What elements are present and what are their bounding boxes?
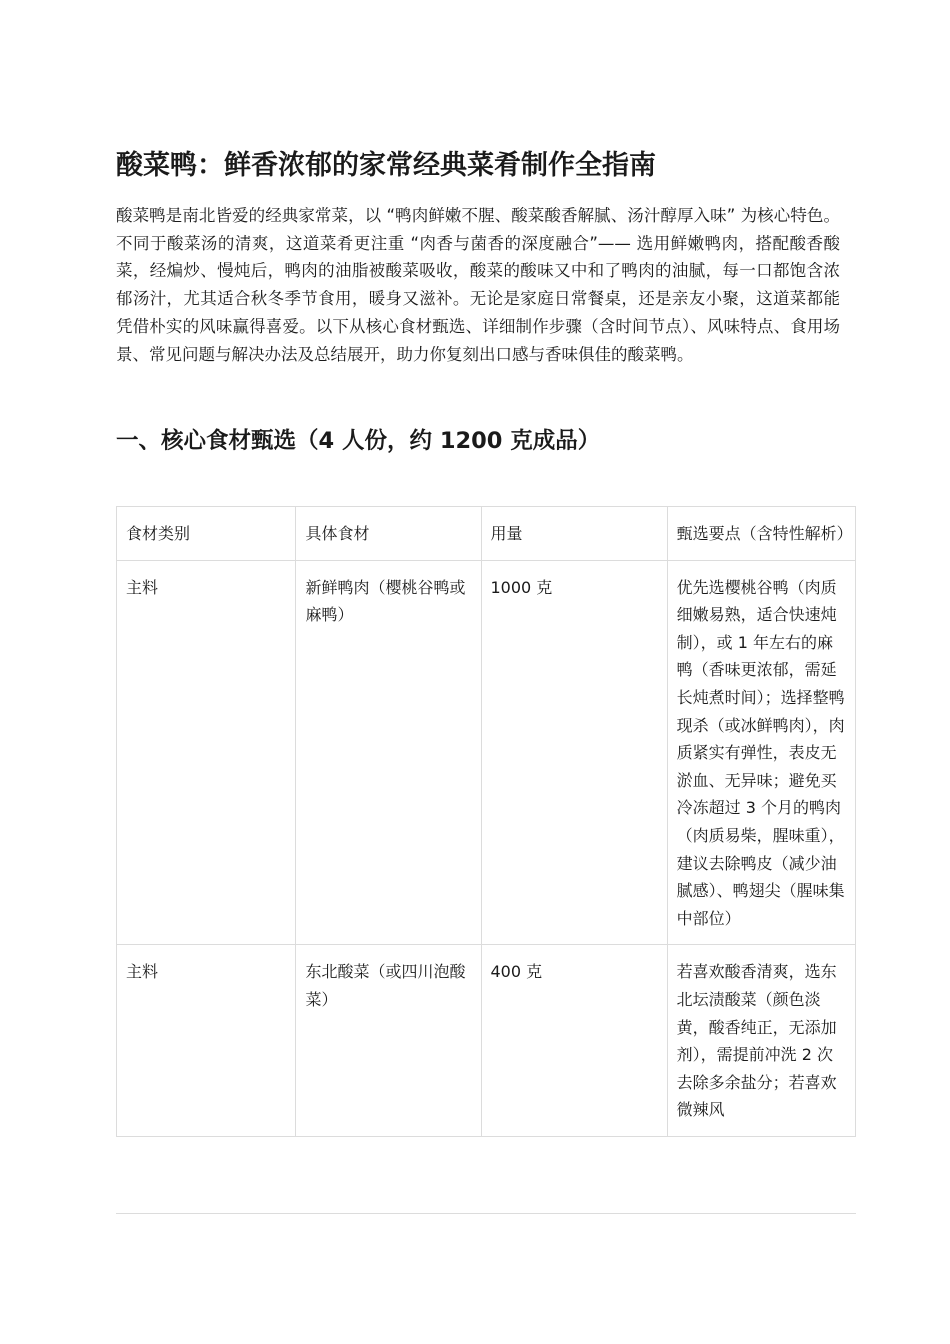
table-cell-amount: 1000 克	[481, 560, 667, 945]
table-row	[117, 945, 856, 1137]
table-header-row	[117, 507, 856, 561]
document-title: 酸菜鸭：鲜香浓郁的家常经典菜肴制作全指南	[116, 150, 656, 181]
table-row	[117, 560, 856, 945]
ingredients-table-container	[116, 506, 856, 1214]
table-cell-category: 主料	[117, 560, 296, 945]
table-cell-ingredient: 东北酸菜（或四川泡酸菜）	[296, 945, 481, 1137]
table-header-cell: 用量	[481, 507, 667, 561]
table-cell-amount: 400 克	[481, 945, 667, 1137]
section-title-ingredients: 一、核心食材甄选（4 人份，约 1200 克成品）	[116, 428, 601, 454]
table-header-cell: 具体食材	[296, 507, 481, 561]
table-header-cell: 食材类别	[117, 507, 296, 561]
table-cell-ingredient: 新鲜鸭肉（樱桃谷鸭或麻鸭）	[296, 560, 481, 945]
table-header-cell: 甄选要点（含特性解析）	[667, 507, 855, 561]
ingredients-table	[116, 506, 856, 1137]
table-cell-notes: 优先选樱桃谷鸭（肉质细嫩易熟，适合快速炖制），或 1 年左右的麻鸭（香味更浓郁，需延长炖煮时间）；选择整鸭现杀（或冰鲜鸭肉），肉质紧实有弹性，表皮无淤血、无异味；避免买冷冻超过 3 个月的鸭肉（肉质易柴，腥味重），建议去除鸭皮（减少油腻感）、鸭翅尖（腥味集中部位）	[667, 560, 855, 945]
table-cell-category: 主料	[117, 945, 296, 1137]
intro-paragraph: 酸菜鸭是南北皆爱的经典家常菜，以 “鸭肉鲜嫩不腥、酸菜酸香解腻、汤汁醇厚入味” 为核心特色。不同于酸菜汤的清爽，这道菜肴更注重 “肉香与菌香的深度融合”—— 选用鲜嫩鸭肉，搭配酸香酸菜，经煸炒、慢炖后，鸭肉的油脂被酸菜吸收，酸菜的酸味又中和了鸭肉的油腻，每一口都饱含浓郁汤汁，尤其适合秋冬季节食用，暖身又滋补。无论是家庭日常餐桌，还是亲友小聚，这道菜都能凭借朴实的风味赢得喜爱。以下从核心食材甄选、详细制作步骤（含时间节点）、风味特点、食用场景、常见问题与解决办法及总结展开，助力你复刻出口感与香味俱佳的酸菜鸭。	[116, 206, 840, 364]
table-cell-notes: 若喜欢酸香清爽，选东北坛渍酸菜（颜色淡黄，酸香纯正，无添加剂），需提前冲洗 2 次去除多余盐分；若喜欢微辣风	[667, 945, 855, 1137]
